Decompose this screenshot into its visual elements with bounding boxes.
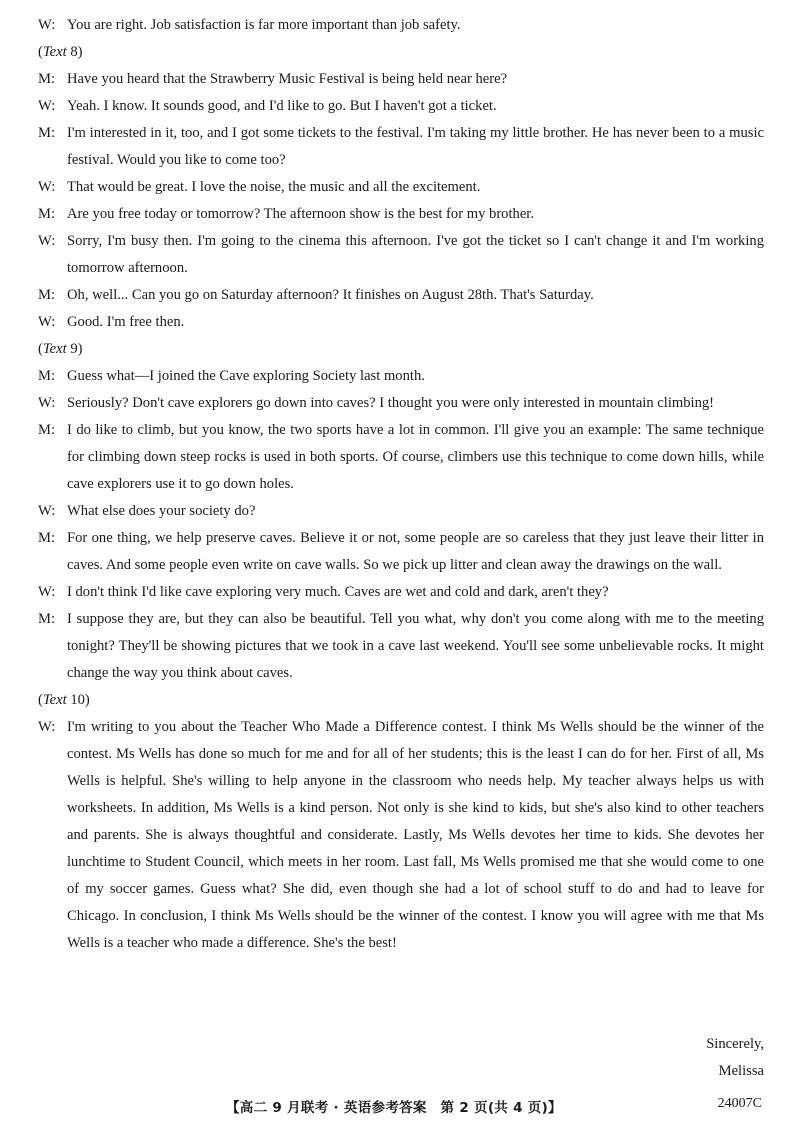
speaker-label: W: bbox=[38, 719, 56, 735]
dialogue-text: I don't think I'd like cave exploring very much. Caves are wet and cold and dark, aren't they? bbox=[67, 584, 609, 600]
dialogue-line bbox=[38, 228, 764, 282]
text-section-label bbox=[38, 336, 764, 363]
dialogue-line bbox=[38, 120, 764, 174]
dialogue-text: I suppose they are, but they can also be beautiful. Tell you what, why don't you come along with me to the meeting tonight? They'll be showing pictures that we took in a cave last weekend. You'll see some unbelievable rocks. It might change the way you think about caves. bbox=[67, 611, 764, 681]
speaker-label: M: bbox=[38, 71, 56, 87]
speaker-label: M: bbox=[38, 611, 56, 627]
dialogue-text: Sorry, I'm busy then. I'm going to the cinema this afternoon. I've got the ticket so I can't change it and I'm working tomorrow afternoon. bbox=[67, 233, 764, 276]
dialogue-text: Have you heard that the Strawberry Music Festival is being held near here? bbox=[67, 71, 508, 87]
dialogue-line bbox=[38, 498, 764, 525]
dialogue-text: I'm writing to you about the Teacher Who Made a Difference contest. I think Ms Wells should be the winner of the contest. Ms Wells has done so much for me and for all of her students; this is the least I can do for her. First of all, Ms Wells is helpful. She's willing to help anyone in the classroom who needs help. My teacher always helps us with worksheets. In addition, Ms Wells is a kind person. Not only is she kind to kids, but she's also kind to other teachers and parents. She is always thoughtful and considerate. Lastly, Ms Wells devotes her time to kids. She devotes her lunchtime to Student Council, which meets in her room. Last fall, Ms Wells promised me that she would come to one of my soccer games. Guess what? She did, even though she had a lot of school stuff to do and had to leave for Chicago. In conclusion, I think Ms Wells should be the winner of the contest. I know you will agree with me that Ms Wells is a teacher who made a difference. She's the best! bbox=[67, 719, 764, 951]
letter-signoff bbox=[706, 1031, 764, 1085]
label-word: Text bbox=[42, 44, 67, 60]
dialogue-text: I'm interested in it, too, and I got some tickets to the festival. I'm taking my little brother. He has never been to a music festival. Would you like to come too? bbox=[67, 125, 764, 168]
speaker-label: M: bbox=[38, 206, 56, 222]
text-section-label bbox=[38, 39, 764, 66]
speaker-label: W: bbox=[38, 584, 56, 600]
dialogue-text: For one thing, we help preserve caves. Believe it or not, some people are so careless that they just leave their litter in caves. And some people even write on cave walls. So we pick up litter and clean away the drawings on the wall. bbox=[67, 530, 764, 573]
dialogue-line bbox=[38, 93, 764, 120]
speaker-label: W: bbox=[38, 98, 56, 114]
dialogue-line bbox=[38, 174, 764, 201]
dialogue-line bbox=[38, 309, 764, 336]
dialogue-line bbox=[38, 579, 764, 606]
speaker-label: M: bbox=[38, 125, 56, 141]
speaker-label: W: bbox=[38, 395, 56, 411]
dialogue-line bbox=[38, 417, 764, 498]
dialogue-text: That would be great. I love the noise, the music and all the excitement. bbox=[67, 179, 481, 195]
text-section-label bbox=[38, 687, 764, 714]
label-open-paren: ( bbox=[38, 341, 43, 357]
dialogue-line bbox=[38, 525, 764, 579]
dialogue-text: Yeah. I know. It sounds good, and I'd like to go. But I haven't got a ticket. bbox=[67, 98, 497, 114]
speaker-label: M: bbox=[38, 287, 56, 303]
dialogue-text: I do like to climb, but you know, the two sports have a lot in common. I'll give you an example: The same technique for climbing down steep rocks is used in both sports. Of course, climbers use this technique to come down hills, while cave explorers use it to go down holes. bbox=[67, 422, 764, 492]
dialogue-line bbox=[38, 390, 764, 417]
dialogue-text: Guess what—I joined the Cave exploring Society last month. bbox=[67, 368, 425, 384]
speaker-label: M: bbox=[38, 368, 56, 384]
dialogue-text: Good. I'm free then. bbox=[67, 314, 185, 330]
dialogue-text: What else does your society do? bbox=[67, 503, 256, 519]
speaker-label: W: bbox=[38, 233, 56, 249]
signoff-name: Melissa bbox=[718, 1063, 764, 1079]
dialogue-line bbox=[38, 66, 764, 93]
speaker-label: W: bbox=[38, 17, 56, 33]
dialogue-text: You are right. Job satisfaction is far more important than job safety. bbox=[67, 17, 461, 33]
signoff-closing: Sincerely, bbox=[706, 1036, 764, 1052]
label-number: 9) bbox=[66, 341, 83, 357]
dialogue-text: Seriously? Don't cave explorers go down into caves? I thought you were only interested in mountain climbing! bbox=[67, 395, 715, 411]
label-word: Text bbox=[42, 341, 67, 357]
dialogue-line bbox=[38, 606, 764, 687]
speaker-label: W: bbox=[38, 314, 56, 330]
label-number: 8) bbox=[66, 44, 83, 60]
label-number: 10) bbox=[66, 692, 90, 708]
dialogue-line bbox=[38, 714, 764, 957]
dialogue-line bbox=[38, 282, 764, 309]
speaker-label: W: bbox=[38, 503, 56, 519]
label-word: Text bbox=[42, 692, 67, 708]
label-open-paren: ( bbox=[38, 692, 43, 708]
transcript bbox=[38, 12, 764, 957]
page-footer bbox=[0, 1094, 800, 1118]
speaker-label: W: bbox=[38, 179, 56, 195]
speaker-label: M: bbox=[38, 530, 56, 546]
dialogue-line bbox=[38, 12, 764, 39]
dialogue-text: Are you free today or tomorrow? The afternoon show is the best for my brother. bbox=[67, 206, 535, 222]
label-open-paren: ( bbox=[38, 44, 43, 60]
footer-page-info: 【高二 9 月联考 · 英语参考答案 第 2 页(共 4 页)】 bbox=[226, 1100, 562, 1116]
dialogue-text: Oh, well... Can you go on Saturday afternoon? It finishes on August 28th. That's Saturday. bbox=[67, 287, 594, 303]
speaker-label: M: bbox=[38, 422, 56, 438]
footer-exam-code: 24007C bbox=[717, 1096, 762, 1111]
dialogue-line bbox=[38, 363, 764, 390]
dialogue-line bbox=[38, 201, 764, 228]
